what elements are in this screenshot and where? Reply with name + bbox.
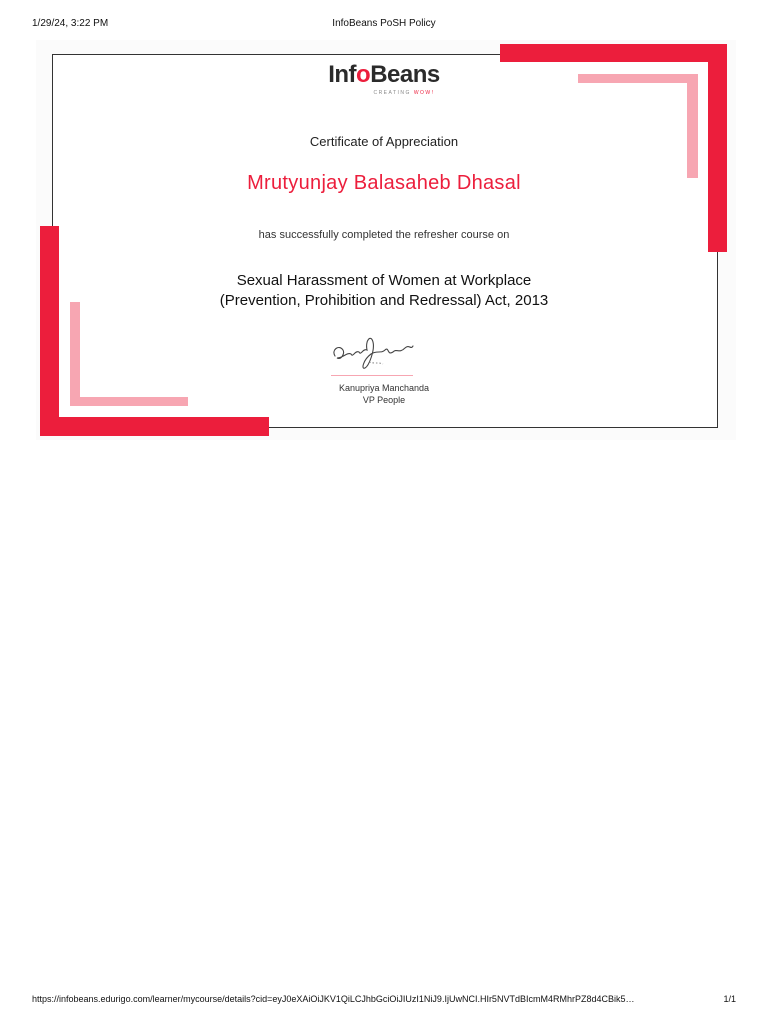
certificate-heading: Certificate of Appreciation (309, 134, 459, 149)
course-title-line-1: Sexual Harassment of Women at Workplace (236, 272, 532, 289)
print-footer (32, 994, 736, 1008)
print-datetime: 1/29/24, 3:22 PM (32, 18, 109, 29)
logo-text-o: o (356, 61, 371, 88)
signer-title: VP People (362, 395, 406, 405)
logo-tagline (40, 90, 768, 96)
handwritten-signature (325, 332, 419, 372)
course-title (0, 271, 768, 311)
logo-text-part: Inf (328, 61, 357, 88)
logo-text-part: Beans (370, 61, 440, 88)
signer-name: Kanupriya Manchanda (338, 383, 430, 393)
course-title-line-2: (Prevention, Prohibition and Redressal) Act, 2013 (219, 292, 549, 309)
tagline-highlight: WOW! (413, 90, 435, 96)
print-document-title: InfoBeans PoSH Policy (332, 18, 436, 29)
tagline-prefix: CREATING (373, 90, 414, 96)
page-number: 1/1 (723, 994, 736, 1004)
infobeans-logo (0, 62, 768, 96)
completion-statement: has successfully completed the refresher course on (258, 229, 510, 241)
decor-bottom-bar (40, 417, 269, 436)
recipient-name: Mrutyunjay Balasaheb Dhasal (247, 172, 521, 194)
logo-wordmark (0, 62, 768, 88)
page-url: https://infobeans.edurigo.com/learner/mycourse/details?cid=eyJ0eXAiOiJKV1QiLCJhbGciOiJIUzI1NiJ9.IjUwNCI.HIr5NVTdBIcmM4RMhrPZ8d4CBik5… (32, 994, 635, 1004)
print-header (32, 18, 736, 32)
decor-top-bar (500, 44, 727, 62)
signature-underline (331, 375, 413, 376)
